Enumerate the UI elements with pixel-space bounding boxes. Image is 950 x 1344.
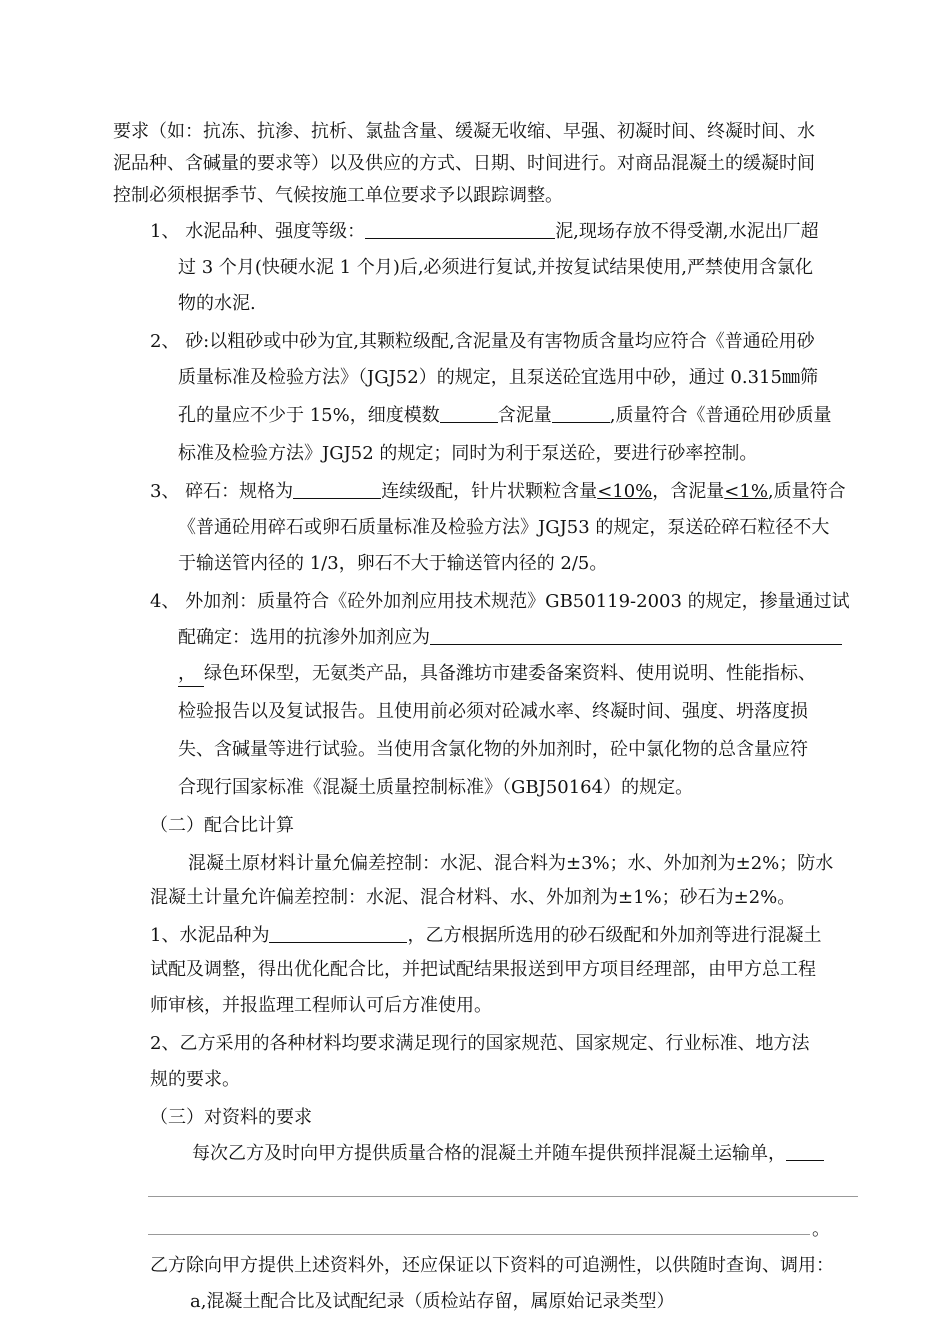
item-2-line-2: 质量标准及检验方法》（JGJ52）的规定，且泵送砼宜选用中砂，通过 0.315㎜筛 xyxy=(178,367,818,388)
intro-line-3: 控制必须根据季节、气候按施工单位要求予以跟踪调整。 xyxy=(113,185,563,206)
section-3-para-line-1 xyxy=(192,1142,824,1166)
item-text: ，乙方根据所选用的砂石级配和外加剂等进行混凝土 xyxy=(407,925,822,946)
blank-field-mud-content[interactable] xyxy=(552,404,610,423)
item-1-line-3: 物的水泥. xyxy=(178,293,256,314)
item-text: 绿色环保型，无氨类产品，具备潍坊市建委备案资料、使用说明、性能指标、 xyxy=(204,663,816,684)
item-text: 每次乙方及时向甲方提供质量合格的混凝土并随车提供预拌混凝土运输单， xyxy=(192,1143,786,1164)
item-1-line-2: 过 3 个月(快硬水泥 1 个月)后,必须进行复试,并按复试结果使用,严禁使用含氯化 xyxy=(178,257,813,278)
item-text: 砂:以粗砂或中砂为宜,其颗粒级配,含泥量及有害物质含量均应符合《普通砼用砂 xyxy=(185,331,815,352)
item-text: 外加剂：质量符合《砼外加剂应用技术规范》GB50119-2003 的规定，掺量通过试 xyxy=(185,591,850,612)
item-2-line-3 xyxy=(178,404,831,428)
section-2-para-line-2: 混凝土计量允许偏差控制：水泥、混合材料、水、外加剂为±1%；砂石为±2%。 xyxy=(150,887,796,908)
underlined-value: <10% xyxy=(597,481,653,502)
item-text: ,质量符合《普通砼用砂质量 xyxy=(609,405,832,426)
item-number: 1、 xyxy=(150,221,180,242)
item-text: 连续级配，针片状颗粒含量 xyxy=(381,481,598,502)
item-4-line-5: 失、含碱量等进行试验。当使用含氯化物的外加剂时，砼中氯化物的总含量应符 xyxy=(178,739,808,760)
item-4-line-1 xyxy=(150,590,850,614)
intro-line-1: 要求（如：抗冻、抗渗、抗析、氯盐含量、缓凝无收缩、早强、初凝时间、终凝时间、水 xyxy=(113,121,815,142)
blank-field-transport[interactable] xyxy=(786,1142,824,1161)
item-text: 泥,现场存放不得受潮,水泥出厂超 xyxy=(555,221,819,242)
item-text: 1、水泥品种为 xyxy=(150,925,270,946)
item-3-line-3: 于输送管内径的 1/3，卵石不大于输送管内径的 2/5。 xyxy=(178,553,608,574)
blank-field-admixture[interactable] xyxy=(430,626,842,645)
item-3-line-1 xyxy=(150,480,846,504)
section-2-item-1-line-2: 试配及调整，得出优化配合比，并把试配结果报送到甲方项目经理部，由甲方总工程 xyxy=(150,959,816,980)
item-number: 4、 xyxy=(150,591,180,612)
item-text: 含泥量 xyxy=(497,405,552,426)
item-number: 2、 xyxy=(150,331,180,352)
item-3-line-2: 《普通砼用碎石或卵石质量标准及检验方法》JGJ53 的规定，泵送砼碎石粒径不大 xyxy=(178,517,830,538)
item-2-line-4: 标准及检验方法》JGJ52 的规定；同时为利于泵送砼，要进行砂率控制。 xyxy=(178,443,758,464)
blank-field-fineness[interactable] xyxy=(440,404,498,423)
blank-line[interactable] xyxy=(148,1196,858,1197)
item-text: 碎石：规格为 xyxy=(185,481,294,502)
section-heading-mix-ratio: （二）配合比计算 xyxy=(150,815,294,836)
blank-field-cement-type[interactable] xyxy=(269,924,407,943)
section-3-item-a: a,混凝土配合比及试配纪录（质检站存留，属原始记录类型） xyxy=(190,1291,675,1312)
intro-line-2: 泥品种、含碱量的要求等）以及供应的方式、日期、时间进行。对商品混凝土的缓凝时间 xyxy=(113,153,815,174)
item-text: 配确定：选用的抗渗外加剂应为 xyxy=(178,627,430,648)
item-text: 水泥品种、强度等级： xyxy=(185,221,366,242)
blank-field-spec[interactable] xyxy=(293,480,381,499)
item-4-line-3 xyxy=(178,662,816,687)
item-1-line-1 xyxy=(150,220,819,244)
section-2-item-2-line-1: 2、乙方采用的各种材料均要求满足现行的国家规范、国家规定、行业标准、地方法 xyxy=(150,1033,810,1054)
section-2-item-1-line-3: 师审核，并报监理工程师认可后方准使用。 xyxy=(150,995,492,1016)
underlined-value: <1% xyxy=(724,481,768,502)
section-2-item-2-line-2: 规的要求。 xyxy=(150,1069,240,1090)
item-4-line-4: 检验报告以及复试报告。且使用前必须对砼减水率、终凝时间、强度、坍落度损 xyxy=(178,701,808,722)
blank-field[interactable] xyxy=(365,220,555,239)
end-mark: 。 xyxy=(812,1219,830,1240)
section-2-para-line-1: 混凝土原材料计量允偏差控制：水泥、混合料为±3%；水、外加剂为±2%；防水 xyxy=(188,853,834,874)
section-2-item-1-line-1 xyxy=(150,924,821,948)
blank-line[interactable] xyxy=(148,1234,810,1235)
item-4-line-6: 合现行国家标准《混凝土质量控制标准》（GBJ50164）的规定。 xyxy=(178,777,694,798)
item-number: 3、 xyxy=(150,481,180,502)
section-3-para-line-2: 乙方除向甲方提供上述资料外，还应保证以下资料的可追溯性，以供随时查询、调用： xyxy=(150,1255,834,1276)
item-2-line-1 xyxy=(150,330,815,354)
item-text: 孔的量应不少于 15%，细度模数 xyxy=(178,405,440,426)
item-text: ，含泥量 xyxy=(652,481,725,502)
item-4-line-2 xyxy=(178,626,842,650)
item-text: ,质量符合 xyxy=(767,481,846,502)
blank-field-admixture-end: ， xyxy=(178,662,204,687)
section-heading-documents: （三）对资料的要求 xyxy=(150,1107,312,1128)
